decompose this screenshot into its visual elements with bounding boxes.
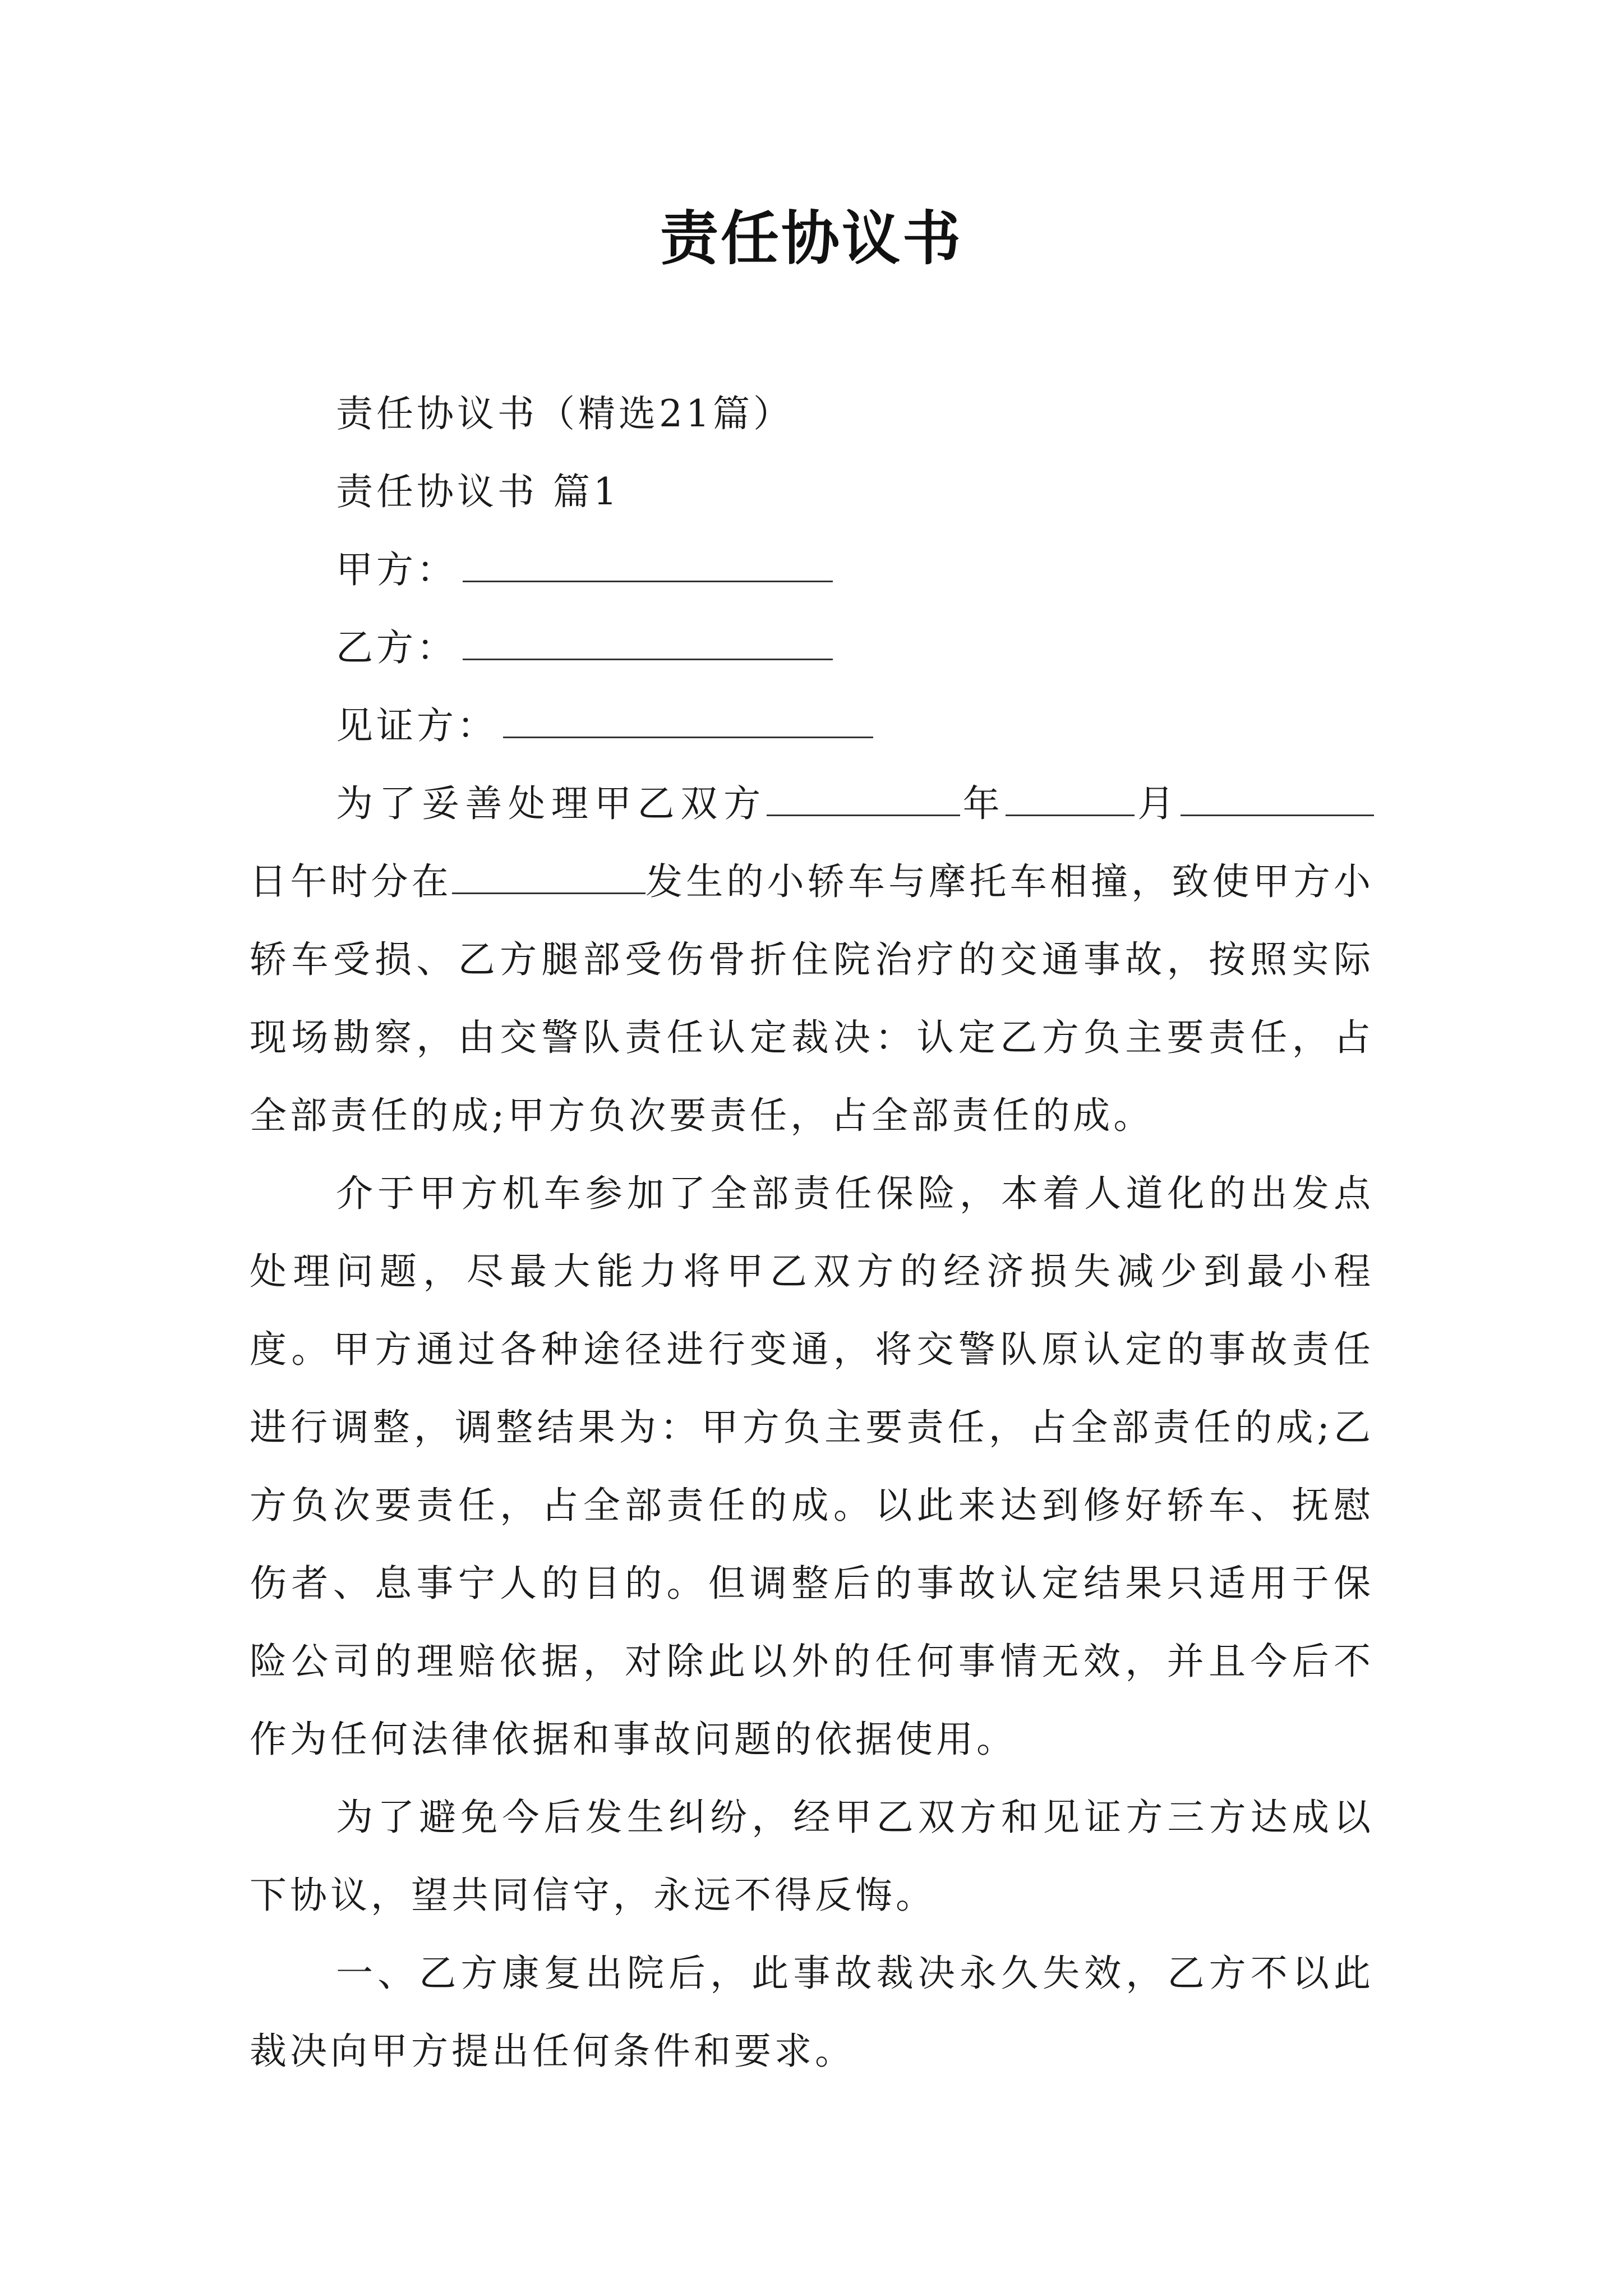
paragraph-insurance: 介于甲方机车参加了全部责任保险，本着人道化的出发点处理问题，尽最大能力将甲乙双方的经济损失减少到最小程度。甲方通过各种途径进行变通，将交警队原认定的事故责任进行调整，调整结果为：甲方负主要责任，占全部责任的成;乙方负次要责任，占全部责任的成。以此来达到修好轿车、抚慰伤者、息事宁人的目的。但调整后的事故认定结果只适用于保险公司的理赔依据，对除此以外的任何事情无效，并且今后不作为任何法律依据和事故问题的依据使用。	[250, 1172, 1374, 1761]
day-blank	[1181, 781, 1374, 816]
paragraph-accident-intro: 为了妥善处理甲乙双方	[336, 782, 767, 825]
section-heading: 责任协议书 篇1	[336, 470, 620, 513]
party-a-blank	[463, 547, 833, 582]
month-blank	[1006, 781, 1135, 816]
paragraph-accident	[250, 765, 1374, 1154]
paragraph-accident-body: 发生的小轿车与摩托车相撞，致使甲方小轿车受损、乙方腿部受伤骨折住院治疗的交通事故，按照实际现场勘察，由交警队责任认定裁决：认定乙方负主要责任，占全部责任的成;甲方负次要责任，占全部责任的成。	[250, 860, 1375, 1137]
paragraph-clause-one: 一、乙方康复出院后，此事故裁决永久失效，乙方不以此裁决向甲方提出任何条件和要求。	[250, 1952, 1374, 2073]
witness-label: 见证方：	[336, 704, 497, 747]
party-a-label: 甲方：	[336, 548, 457, 591]
party-b-blank	[463, 625, 833, 660]
month-label: 月	[1135, 782, 1181, 825]
document-title: 责任协议书	[660, 204, 963, 273]
party-a-line	[250, 531, 1374, 609]
witness-blank	[503, 703, 873, 738]
paragraph-accident-time: 日午时分在	[250, 860, 452, 903]
witness-line	[250, 687, 1374, 765]
party-b-label: 乙方：	[336, 626, 457, 669]
document-subtitle: 责任协议书（精选21篇）	[336, 392, 794, 435]
party-b-line	[250, 609, 1374, 687]
document-body	[250, 375, 1374, 2090]
year-blank	[767, 781, 960, 816]
place-blank	[452, 859, 645, 894]
year-label: 年	[960, 782, 1006, 825]
paragraph-agreement: 为了避免今后发生纠纷，经甲乙双方和见证方三方达成以下协议，望共同信守，永远不得反悔。	[250, 1796, 1374, 1917]
